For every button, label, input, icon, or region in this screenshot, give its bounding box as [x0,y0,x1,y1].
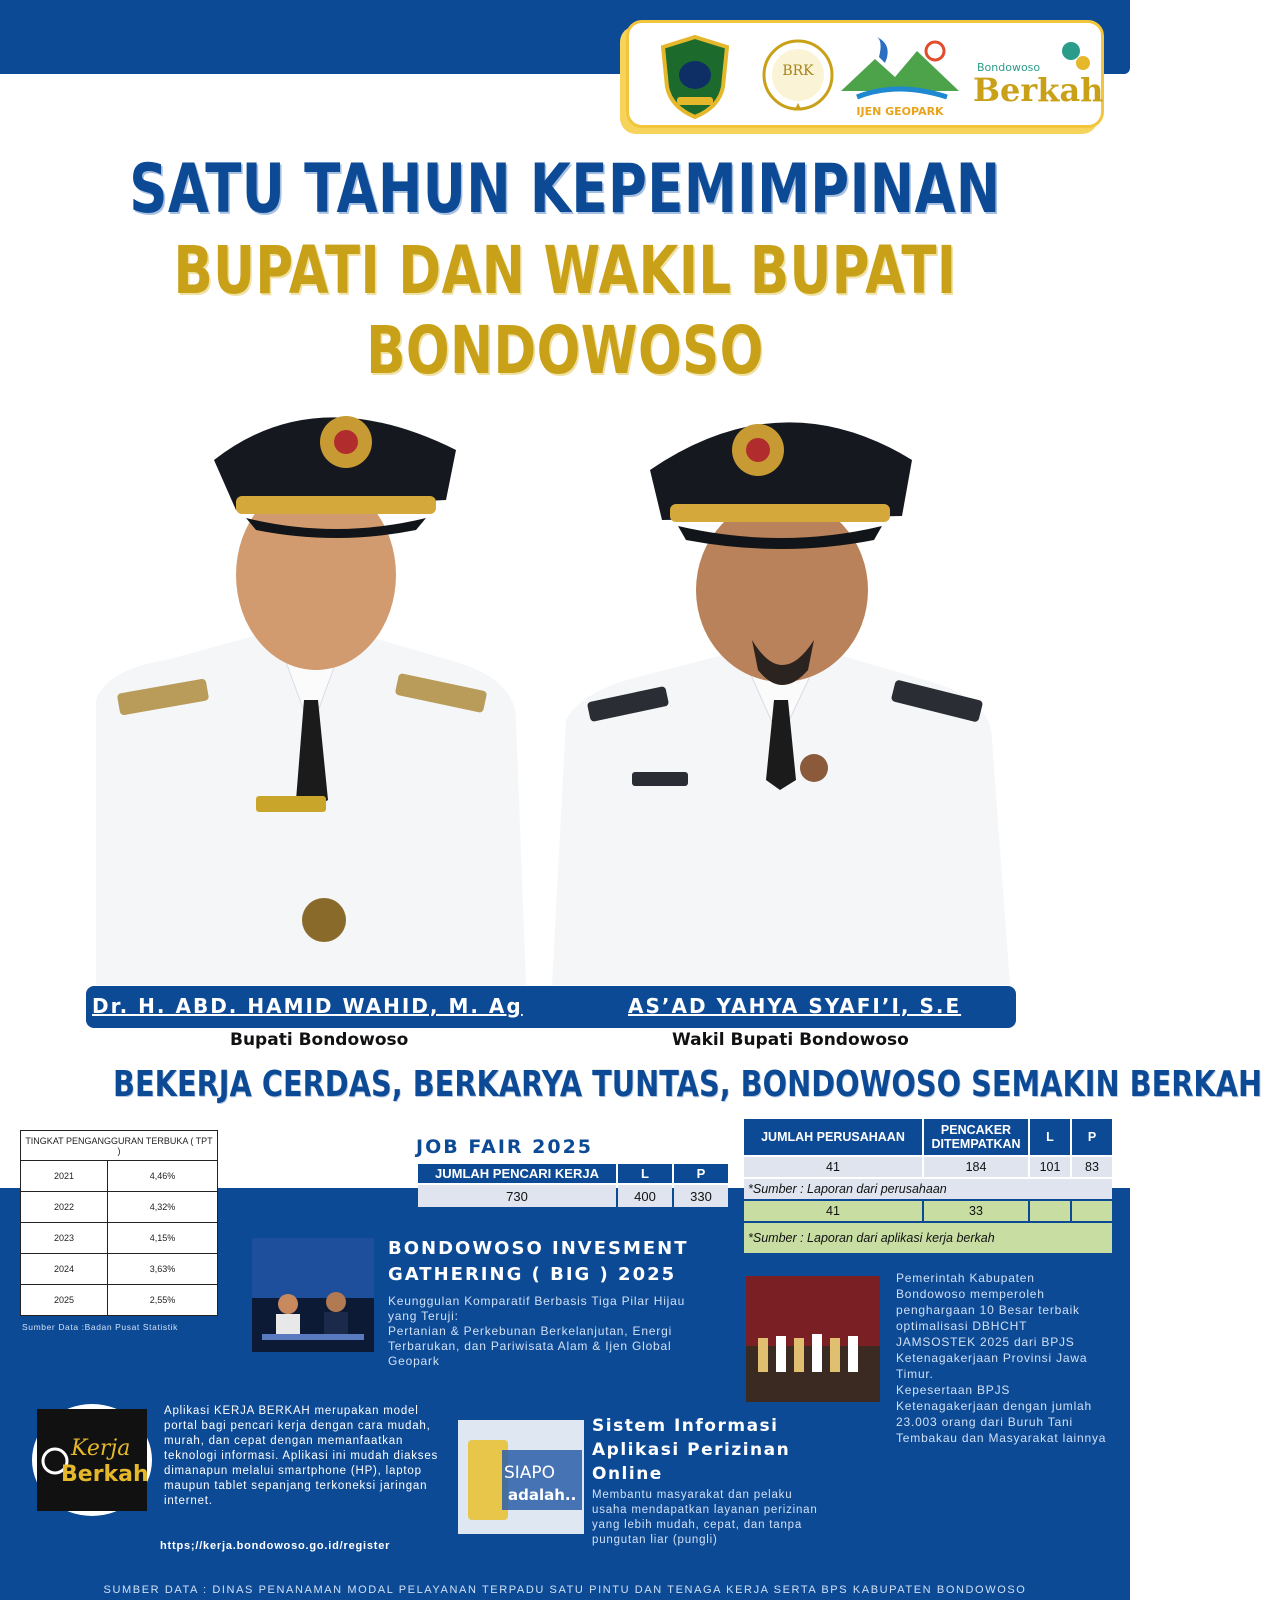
table-header-row [744,1119,1112,1155]
job-fair-title: JOB FAIR 2025 [416,1136,594,1158]
companies-header: JUMLAH PERUSAHAAN [744,1119,922,1155]
table-header-row [418,1164,728,1183]
rate-cell: 4,15% [108,1223,218,1254]
table-row [21,1161,218,1192]
kerja-berkah-logo-icon [37,1409,147,1511]
year-cell: 2025 [21,1285,108,1316]
svg-text:BRK: BRK [782,63,814,79]
regency-emblem-icon [659,35,731,119]
investment-desc-pillars: Pertanian & Perkebunan Berkelanjutan, Energi Terbarukan, dan Pariwisata Alam & Ijen Global Geopark [388,1324,673,1368]
year-cell: 2023 [21,1223,108,1254]
officials-name-bar [86,986,1016,1028]
unemployment-rate-table [20,1130,218,1316]
table-row [418,1185,728,1207]
company-placement-table [742,1117,1114,1255]
job-seekers-header: JUMLAH PENCARI KERJA [418,1164,616,1183]
footer-data-source: SUMBER DATA : DINAS PENANAMAN MODAL PELAYANAN TERPADU SATU PINTU DAN TENAGA KERJA SERTA BPS KABUPATEN BONDOWOSO [103,1584,1027,1596]
award-ceremony-photo [746,1276,880,1402]
female-value [1072,1201,1112,1221]
svg-text:Bondowoso: Bondowoso [977,61,1041,74]
kerja-berkah-logo [32,1404,152,1516]
tpt-source-note: Sumber Data :Badan Pusat Statistik [22,1322,178,1332]
companies-value: 41 [744,1201,922,1221]
female-header: P [1072,1119,1112,1155]
bpjs-membership-text: Kepesertaan BPJS Ketenagakerjaan dengan jumlah 23.003 orang dari Buruh Tani Tembakau dan Masyarakat lainnya [896,1383,1107,1445]
brk-award-logo [757,35,839,119]
logo-panel [626,20,1104,128]
rate-cell: 3,63% [108,1254,218,1285]
table-row [21,1285,218,1316]
kerja-berkah-register-link[interactable]: https;//kerja.bondowoso.go.id/register [160,1540,391,1552]
female-value: 83 [1072,1157,1112,1177]
svg-text:Berkah: Berkah [61,1462,149,1487]
event-stage-icon [252,1238,374,1352]
job-seekers-total: 730 [418,1185,616,1207]
placed-value: 184 [924,1157,1028,1177]
investment-gathering-title: BONDOWOSO INVESMENT GATHERING ( BIG ) 2025 [388,1238,689,1285]
rate-cell: 4,46% [108,1161,218,1192]
table-row [21,1192,218,1223]
table-row [744,1157,1112,1177]
siapo-illustration [458,1420,584,1534]
siapo-title: Sistem Informasi Aplikasi Perizinan Online [592,1416,791,1484]
svg-text:adalah..: adalah.. [508,1486,577,1504]
regent-portrait [96,400,526,985]
regent-name: Dr. H. ABD. HAMID WAHID, M. Ag [92,994,523,1018]
slogan: BEKERJA CERDAS, BERKARYA TUNTAS, BONDOWOSO SEMAKIN BERKAH [113,1064,1262,1105]
year-cell: 2022 [21,1192,108,1223]
job-fair-table [416,1162,730,1209]
source-note: *Sumber : Laporan dari aplikasi kerja berkah [744,1223,1112,1253]
bondowoso-berkah-logo [967,35,1104,119]
female-header: P [674,1164,728,1183]
job-seekers-female: 330 [674,1185,728,1207]
rate-cell: 2,55% [108,1285,218,1316]
table-row [744,1201,1112,1221]
table-row [21,1254,218,1285]
male-value: 101 [1030,1157,1070,1177]
svg-text:SIAPO: SIAPO [504,1463,556,1483]
male-header: L [618,1164,672,1183]
placed-header: PENCAKER DITEMPATKAN [924,1119,1028,1155]
siapo-document-icon [458,1420,584,1534]
kerja-berkah-description: Aplikasi KERJA BERKAH merupakan model portal bagi pencari kerja dengan cara mudah, murah, dan cepat dengan memanfaatkan teknologi informasi. Aplikasi ini mudah diakses dimanapun melalui smartphone (HP), laptop maupun tablet sepanjang terkoneksi jaringan internet. [164,1405,439,1507]
table-header: TINGKAT PENGANGGURAN TERBUKA ( TPT ) [21,1131,218,1161]
siapo-description: Membantu masyarakat dan pelaku usaha mendapatkan layanan perizinan yang lebih mudah, cepat, dan tanpa pungutan liar (pungli) [592,1489,818,1546]
award-group-icon [746,1276,880,1402]
investment-gathering-desc [388,1294,718,1369]
svg-text:IJEN GEOPARK: IJEN GEOPARK [856,105,944,118]
male-header: L [1030,1119,1070,1155]
award-description [896,1270,1108,1446]
source-note: *Sumber : Laporan dari perusahaan [744,1179,1112,1199]
headline-line-2: BUPATI DAN WAKIL BUPATI [173,232,957,309]
headline-line-1: SATU TAHUN KEPEMIMPINAN [129,150,1001,229]
ijen-geopark-logo [837,35,963,119]
table-note-row [744,1179,1112,1199]
vice-regent-name: AS’AD YAHYA SYAFI’I, S.E [628,994,962,1018]
table-row [21,1223,218,1254]
investment-desc-line: Keunggulan Komparatif Berbasis Tiga Pilar Hijau yang Teruji: [388,1294,686,1323]
investment-gathering-photo [252,1238,374,1352]
rate-cell: 4,32% [108,1192,218,1223]
table-header-row [21,1131,218,1161]
year-cell: 2024 [21,1254,108,1285]
vice-regent-portrait [552,400,1010,985]
male-value [1030,1201,1070,1221]
svg-text:Berkah: Berkah [973,71,1104,109]
job-seekers-male: 400 [618,1185,672,1207]
award-achievement-text: Pemerintah Kabupaten Bondowoso memperoleh penghargaan 10 Besar terbaik optimalisasi DBHCHT JAMSOSTEK 2025 dari BPJS Ketenagakerjaan Provinsi Jawa Timur. [896,1271,1088,1381]
regent-role: Bupati Bondowoso [230,1030,409,1050]
vice-regent-role: Wakil Bupati Bondowoso [672,1030,909,1050]
table-note-row [744,1223,1112,1253]
companies-value: 41 [744,1157,922,1177]
headline-line-3: BONDOWOSO [366,312,764,389]
year-cell: 2021 [21,1161,108,1192]
placed-value: 33 [924,1201,1028,1221]
svg-text:Kerja: Kerja [71,1436,131,1461]
